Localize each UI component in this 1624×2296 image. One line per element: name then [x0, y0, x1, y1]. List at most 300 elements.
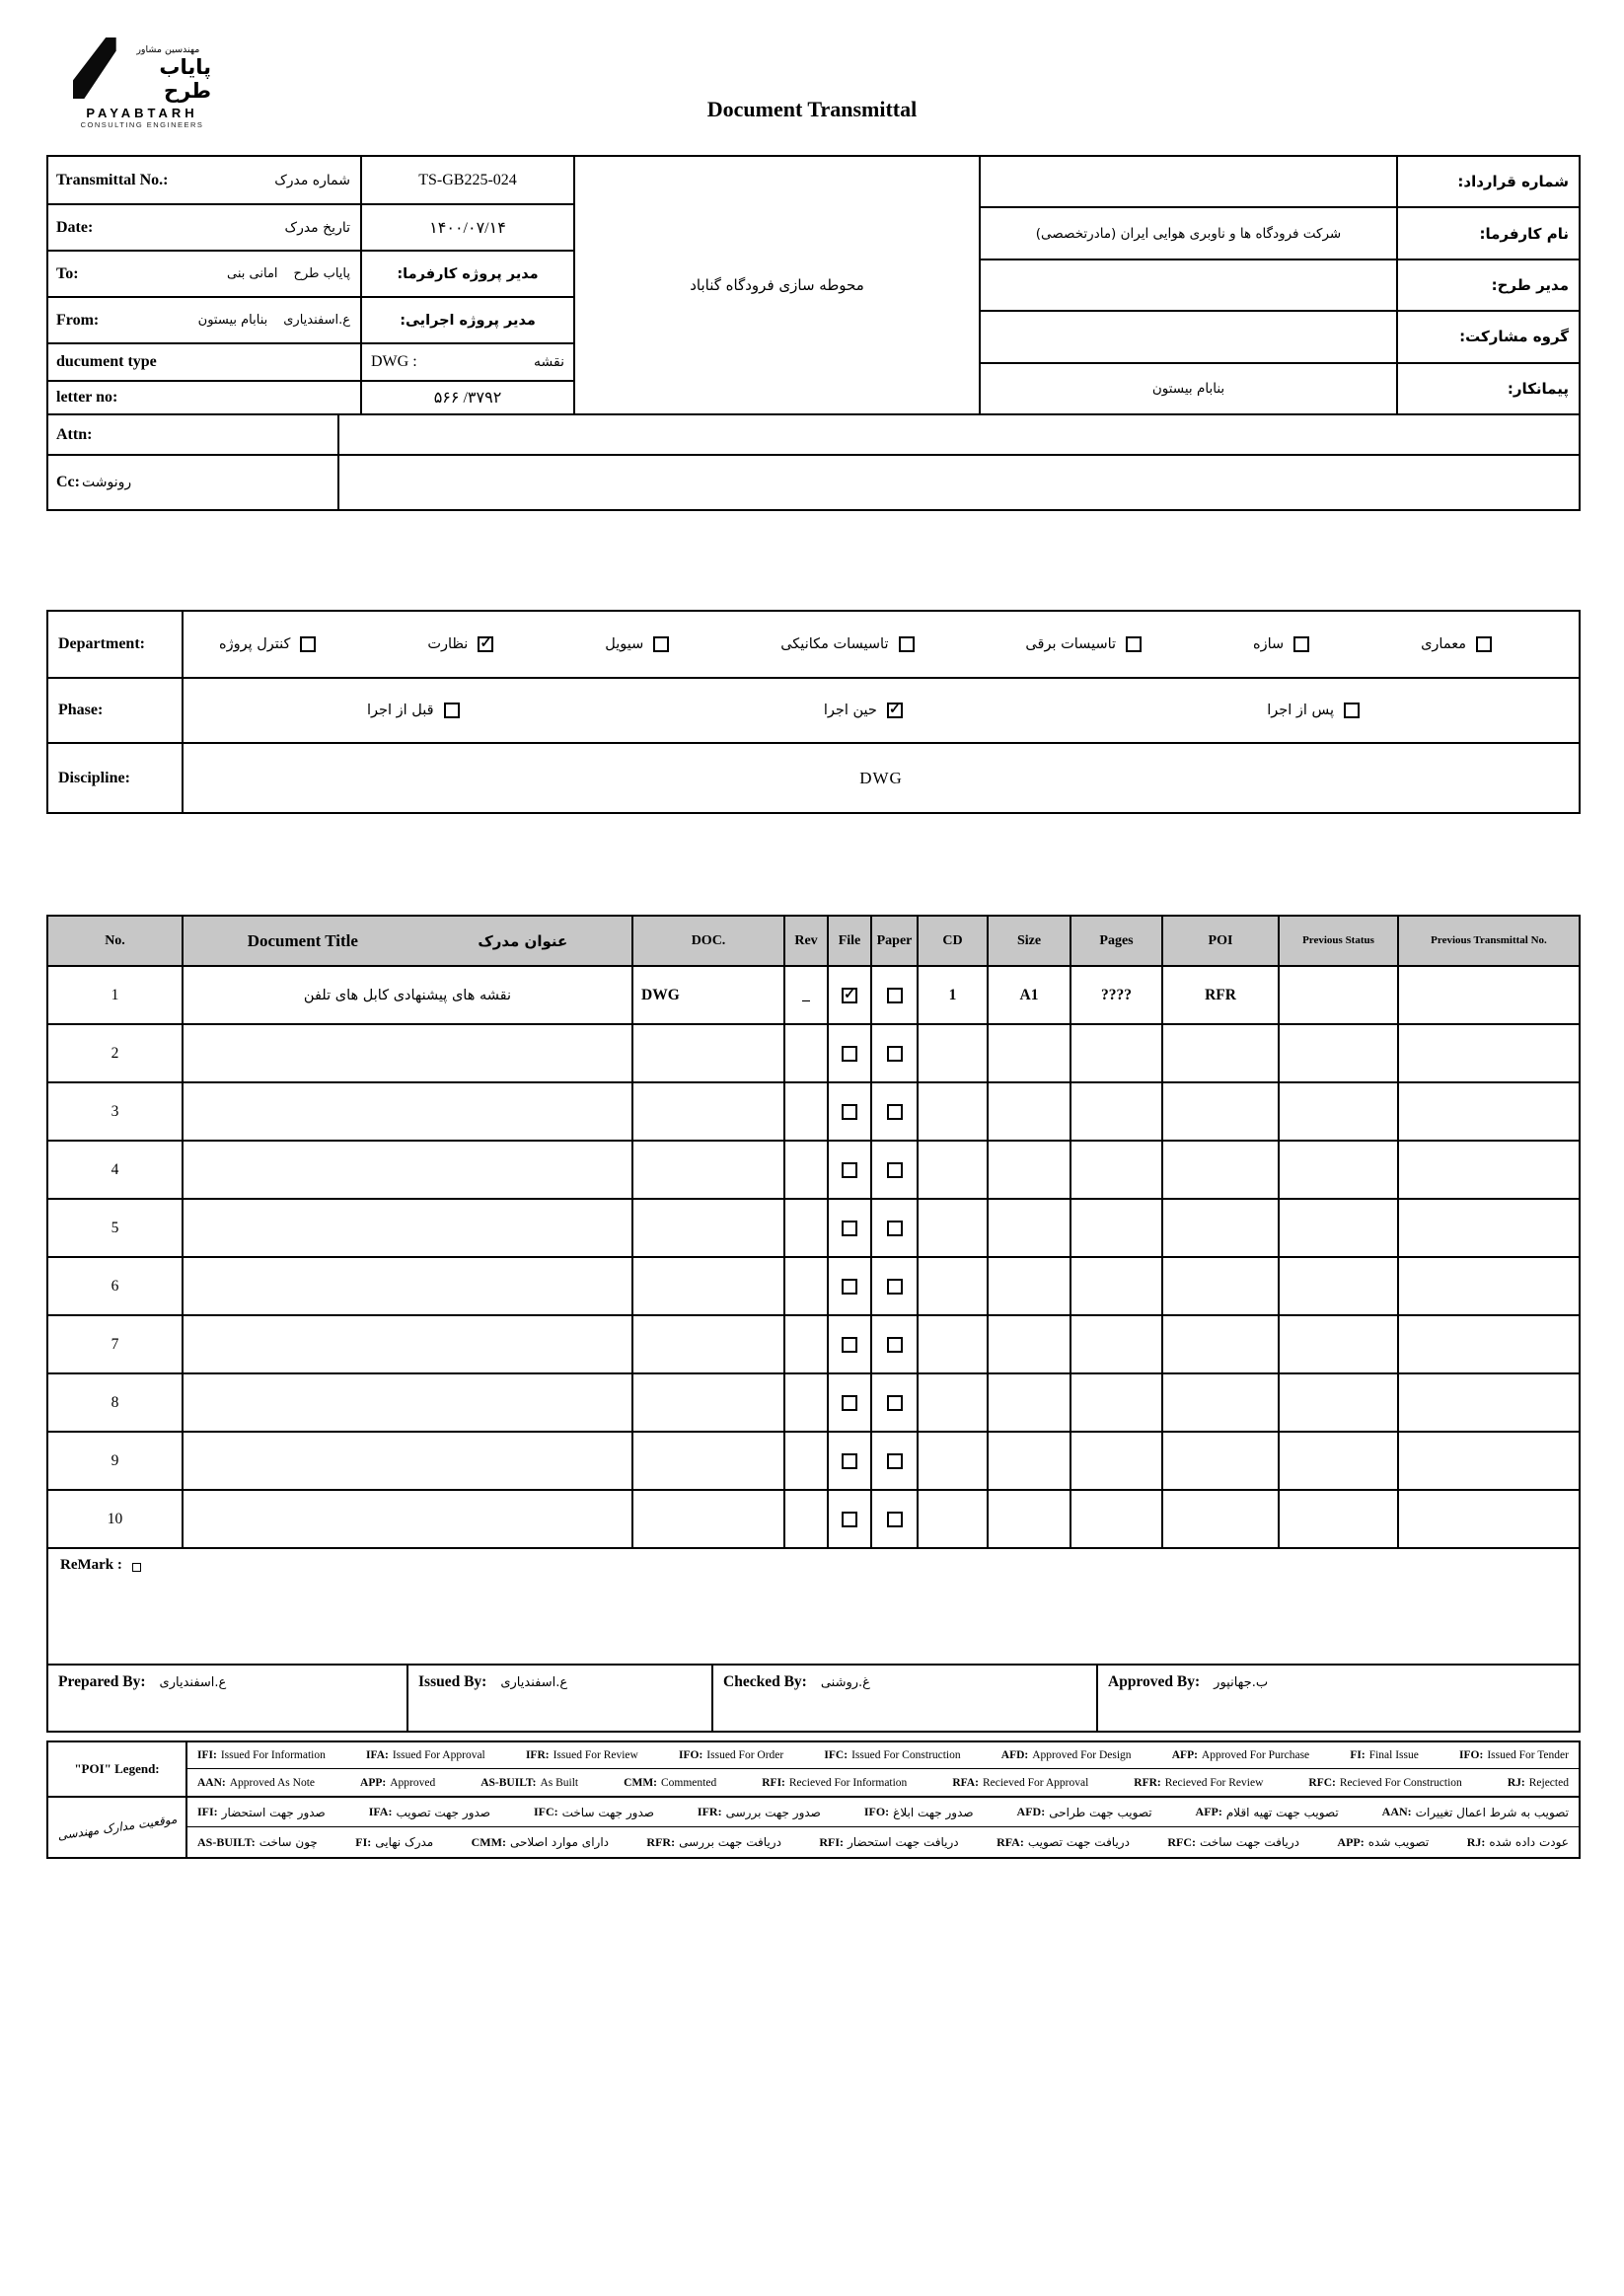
- letter-no-row: [48, 382, 573, 413]
- document-table: [46, 915, 1581, 1733]
- logo-tagline: مهندسین مشاور: [136, 44, 200, 55]
- issued-by-name: ع.اسفندیاری: [500, 1675, 568, 1690]
- doc-row-doc: [633, 1374, 785, 1431]
- info-upper: [48, 157, 1579, 415]
- file-checkbox[interactable]: [842, 1221, 857, 1236]
- paper-checkbox[interactable]: [887, 1337, 903, 1353]
- legend-item: [197, 1835, 318, 1850]
- department-row: [48, 612, 1579, 679]
- doc-row-title: [184, 1200, 633, 1256]
- attn-label-cell: [48, 415, 339, 454]
- header-cd: CD: [919, 917, 989, 965]
- department-checkbox[interactable]: [1476, 636, 1492, 652]
- prepared-by-cell: [48, 1666, 408, 1731]
- doc-row-size: [989, 1025, 1071, 1081]
- doc-type-value-en: DWG :: [371, 353, 417, 370]
- legend-item: [1172, 1749, 1309, 1761]
- approved-by-label: Approved By:: [1108, 1673, 1201, 1690]
- doc-row-no-text: 6: [111, 1277, 119, 1295]
- legend-item-desc: صدور جهت استحضار: [221, 1805, 326, 1819]
- legend-item: [197, 1777, 315, 1789]
- doc-table-row: [48, 1433, 1579, 1491]
- header-title-fa: عنوان مدرک: [478, 931, 568, 950]
- legend-item: [197, 1805, 326, 1819]
- doc-row-no-text: 4: [111, 1160, 119, 1178]
- poi-legend-fa-label-cell: [48, 1798, 187, 1857]
- legend-item: [1308, 1777, 1461, 1789]
- legend-item-desc: Approved As Note: [229, 1776, 315, 1789]
- legend-item-code: CMM:: [624, 1776, 657, 1789]
- doc-row-doc: [633, 1316, 785, 1372]
- legend-item: [1167, 1835, 1299, 1850]
- doc-table-row: [48, 1258, 1579, 1316]
- doc-row-prev-transmittal: [1399, 1433, 1579, 1489]
- contract-row-label: شماره قرارداد:: [1457, 173, 1569, 191]
- legend-item-desc: As Built: [540, 1776, 579, 1789]
- header-title-en: Document Title: [247, 930, 358, 950]
- doc-row-title-text: نقشه های پیشنهادی کابل های تلفن: [303, 987, 512, 1003]
- doc-row-paper-cell: [872, 1374, 919, 1431]
- phase-checkbox[interactable]: [1344, 703, 1360, 718]
- legend-item-desc: صدور جهت بررسی: [725, 1805, 821, 1819]
- doc-table-body: [48, 967, 1579, 1549]
- doc-row-prev-transmittal: [1399, 1142, 1579, 1198]
- legend-item: [526, 1749, 638, 1761]
- legend-item-desc: دریافت جهت ساخت: [1200, 1835, 1299, 1849]
- logo-brand-subtitle: CONSULTING ENGINEERS: [80, 120, 204, 129]
- department-option-label: معماری: [1421, 636, 1466, 652]
- legend-item-code: AAN:: [1381, 1805, 1412, 1818]
- phase-option-label: حین اجرا: [823, 703, 877, 718]
- doc-row-prev-transmittal: [1399, 1200, 1579, 1256]
- legend-item: [1459, 1749, 1569, 1761]
- date-label-en: Date:: [56, 218, 94, 236]
- department-checkbox[interactable]: [653, 636, 669, 652]
- legend-item-desc: دارای موارد اصلاحی: [509, 1835, 609, 1849]
- legend-item-code: AS-BUILT:: [197, 1834, 256, 1849]
- department-checkbox[interactable]: [1126, 636, 1142, 652]
- legend-item-code: AFP:: [1171, 1749, 1198, 1761]
- paper-checkbox[interactable]: [887, 1512, 903, 1527]
- legend-item-desc: Recieved For Review: [1164, 1776, 1264, 1789]
- legend-item: [824, 1749, 960, 1761]
- contract-row: [981, 157, 1579, 208]
- doc-row-pages: [1071, 1025, 1163, 1081]
- doc-row-pages: [1071, 1316, 1163, 1372]
- doc-row-rev: [785, 1433, 829, 1489]
- legend-item-code: RFI:: [762, 1776, 785, 1789]
- checked-by-cell: [713, 1666, 1098, 1731]
- doc-row-prev-status: [1280, 1025, 1399, 1081]
- doc-row-title: [184, 1491, 633, 1547]
- file-checkbox[interactable]: [842, 1162, 857, 1178]
- legend-item-code: IFO:: [679, 1749, 703, 1761]
- doc-row-doc: [633, 967, 785, 1023]
- doc-row-no-text: 9: [111, 1451, 119, 1469]
- legend-item: [1134, 1777, 1263, 1789]
- doc-table-row: [48, 1374, 1579, 1433]
- doc-row-prev-transmittal: [1399, 1491, 1579, 1547]
- doc-table-header: [48, 917, 1579, 967]
- cc-label-fa: رونوشت: [81, 475, 132, 490]
- legend-item-code: IFR:: [525, 1749, 550, 1761]
- legend-item-desc: صدور جهت ابلاغ: [893, 1805, 974, 1819]
- approved-by-cell: [1098, 1666, 1579, 1731]
- doc-row-poi: [1163, 1083, 1280, 1140]
- header-file: File: [829, 917, 872, 965]
- legend-item-code: RFR:: [646, 1834, 676, 1849]
- doc-row-poi: [1163, 1258, 1280, 1314]
- doc-row-size: [989, 1374, 1071, 1431]
- poi-legend-fa-line2: [187, 1827, 1579, 1857]
- legend-item-desc: دریافت جهت تصویب: [1027, 1835, 1130, 1849]
- doc-row-file-cell: [829, 1316, 872, 1372]
- doc-row-size-text: A1: [1019, 986, 1039, 1003]
- from-company: بنابام بیستون: [197, 313, 268, 328]
- doc-row-rev: [785, 1083, 829, 1140]
- doc-row-prev-transmittal: [1399, 1258, 1579, 1314]
- department-option: [427, 636, 493, 652]
- from-role-cell: [362, 298, 573, 342]
- phase-option-label: پس از اجرا: [1267, 703, 1334, 718]
- doc-row-no: [48, 1025, 184, 1081]
- doc-table-row: [48, 967, 1579, 1025]
- discipline-label: Discipline:: [58, 769, 130, 786]
- header-poi: POI: [1163, 917, 1280, 965]
- doc-row-prev-transmittal: [1399, 1374, 1579, 1431]
- department-option: [780, 636, 914, 652]
- legend-item-code: IFI:: [197, 1805, 218, 1818]
- legend-item-desc: Issued For Review: [553, 1749, 638, 1761]
- legend-item-desc: صدور جهت تصویب: [396, 1805, 490, 1819]
- header-doc: DOC.: [633, 917, 785, 965]
- legend-item-code: FI:: [355, 1834, 372, 1849]
- doc-row-rev-text: _: [802, 986, 810, 1003]
- doc-row-title: [184, 1316, 633, 1372]
- remark-label: ReMark :: [60, 1557, 122, 1573]
- contract-row-label-cell: [1398, 260, 1579, 310]
- department-checkbox[interactable]: [899, 636, 915, 652]
- poi-legend-fa-line1: [187, 1798, 1579, 1827]
- doc-row-paper-cell: [872, 1316, 919, 1372]
- phase-option: [824, 703, 903, 718]
- from-label: From:: [56, 311, 100, 329]
- legend-item-desc: مدرک نهایی: [375, 1835, 434, 1849]
- to-label: To:: [56, 264, 79, 282]
- date-label-fa: تاریخ مدرک: [284, 219, 350, 236]
- classification-table: [46, 610, 1581, 814]
- poi-legend-en: [48, 1742, 1579, 1798]
- from-role-label: مدیر پروژه اجرایی:: [400, 312, 536, 329]
- legend-item: [1350, 1749, 1419, 1761]
- doc-row-no-text: 1: [111, 986, 119, 1003]
- doc-row-rev: [785, 1200, 829, 1256]
- paper-checkbox[interactable]: [887, 988, 903, 1003]
- legend-item-desc: تصویب به شرط اعمال تغییرات: [1415, 1805, 1569, 1819]
- doc-row-file-cell: [829, 1491, 872, 1547]
- checked-by-label: Checked By:: [723, 1673, 807, 1690]
- legend-item-code: IFI:: [197, 1749, 217, 1761]
- doc-row-size: [989, 1316, 1071, 1372]
- poi-legend-label-cell: [48, 1742, 187, 1796]
- logo-brand-en: PAYABTARH: [86, 106, 198, 120]
- department-option-label: نظارت: [427, 636, 469, 652]
- doc-row-doc-text: DWG: [641, 986, 680, 1003]
- legend-item-code: AFD:: [1000, 1749, 1029, 1761]
- to-row: [48, 252, 573, 298]
- contract-row-value: [981, 260, 1398, 310]
- legend-item: [366, 1749, 485, 1761]
- phase-label: Phase:: [58, 702, 104, 718]
- paper-checkbox[interactable]: [887, 1395, 903, 1411]
- doc-type-label-cell: [48, 344, 362, 380]
- doc-row-doc: [633, 1491, 785, 1547]
- legend-item-desc: Approved For Design: [1032, 1749, 1132, 1761]
- legend-item-desc: تصویب جهت تهیه اقلام: [1225, 1805, 1339, 1819]
- doc-row-paper-cell: [872, 1491, 919, 1547]
- poi-legend-fa-lines: [187, 1798, 1579, 1857]
- doc-row-paper-cell: [872, 967, 919, 1023]
- doc-row-size: [989, 1200, 1071, 1256]
- signature-row: [48, 1666, 1579, 1731]
- paper-checkbox[interactable]: [887, 1162, 903, 1178]
- doc-row-paper-cell: [872, 1258, 919, 1314]
- legend-item: [355, 1835, 433, 1850]
- doc-row-poi: [1163, 967, 1280, 1023]
- doc-row-poi: [1163, 1025, 1280, 1081]
- legend-item-code: IFO:: [1459, 1749, 1484, 1761]
- poi-legend-fa: [48, 1798, 1579, 1857]
- department-option: [1253, 636, 1309, 652]
- file-checkbox[interactable]: ✓: [842, 988, 857, 1003]
- department-checkbox[interactable]: [1293, 636, 1309, 652]
- contract-row-value-text: بنابام بیستون: [1151, 380, 1225, 397]
- doc-row-prev-status: [1280, 1433, 1399, 1489]
- header-pages: Pages: [1071, 917, 1163, 965]
- doc-table-row: [48, 1316, 1579, 1374]
- cc-label-cell: [48, 456, 339, 509]
- legend-item: [864, 1805, 974, 1819]
- contract-row-label: نام کارفرما:: [1479, 224, 1569, 243]
- legend-item-code: IFA:: [368, 1805, 393, 1818]
- doc-row-poi: [1163, 1316, 1280, 1372]
- legend-item-desc: Issued For Approval: [392, 1749, 485, 1761]
- poi-legend-fa-label: موقعیت مدارک مهندسی: [56, 1812, 178, 1843]
- legend-item: [1508, 1777, 1569, 1789]
- legend-item-desc: Issued For Order: [706, 1749, 784, 1761]
- doc-row-cd: [919, 1316, 989, 1372]
- legend-item-desc: Issued For Construction: [851, 1749, 961, 1761]
- doc-row-cd: [919, 1200, 989, 1256]
- poi-legend-label: "POI" Legend:: [74, 1761, 160, 1776]
- department-option-label: تاسیسات برقی: [1025, 636, 1117, 652]
- file-checkbox[interactable]: [842, 1453, 857, 1469]
- doc-row-no-text: 10: [107, 1510, 123, 1527]
- phase-checkbox[interactable]: [444, 703, 460, 718]
- legend-item: [1467, 1835, 1569, 1850]
- doc-row-no-text: 5: [111, 1219, 119, 1236]
- discipline-value: DWG: [859, 768, 903, 787]
- phase-checkbox[interactable]: ✓: [887, 703, 903, 718]
- doc-row-file-cell: [829, 967, 872, 1023]
- logo-top: [73, 37, 211, 103]
- letter-no-label-cell: [48, 382, 362, 413]
- to-role-cell: [362, 252, 573, 296]
- legend-item: [360, 1777, 435, 1789]
- attn-row: [48, 415, 1579, 456]
- contract-row-label-cell: [1398, 208, 1579, 258]
- transmittal-no-value-cell: [362, 157, 573, 203]
- doc-row-cd: [919, 1433, 989, 1489]
- paper-checkbox[interactable]: [887, 1279, 903, 1295]
- date-value-cell: [362, 205, 573, 250]
- doc-row-file-cell: [829, 1433, 872, 1489]
- doc-row-prev-status: [1280, 1374, 1399, 1431]
- header-prev-transmittal: Previous Transmittal No.: [1431, 933, 1547, 946]
- info-left-block: [48, 157, 575, 413]
- legend-item-code: RFC:: [1167, 1834, 1197, 1849]
- legend-item-desc: دریافت جهت بررسی: [679, 1835, 781, 1849]
- doc-row-no: [48, 1083, 184, 1140]
- doc-row-file-cell: [829, 1374, 872, 1431]
- legend-item-desc: Issued For Tender: [1487, 1749, 1569, 1761]
- contract-row-value: [981, 208, 1398, 258]
- contract-row-value: [981, 364, 1398, 413]
- paper-checkbox[interactable]: [887, 1046, 903, 1062]
- legend-item-desc: Issued For Information: [220, 1749, 326, 1761]
- doc-row-pages: [1071, 1491, 1163, 1547]
- paper-checkbox[interactable]: [887, 1453, 903, 1469]
- discipline-row: [48, 744, 1579, 812]
- doc-row-pages: [1071, 1433, 1163, 1489]
- doc-row-prev-status: [1280, 1316, 1399, 1372]
- contract-row: [981, 364, 1579, 413]
- doc-type-value-cell: [362, 344, 573, 380]
- department-options: [184, 612, 1579, 677]
- legend-item-code: IFC:: [824, 1749, 849, 1761]
- doc-row-file-cell: [829, 1083, 872, 1140]
- attn-value[interactable]: [339, 415, 1579, 454]
- phase-options: [184, 679, 1579, 742]
- doc-row-size: [989, 1083, 1071, 1140]
- department-label: Department:: [58, 635, 145, 652]
- file-checkbox[interactable]: [842, 1104, 857, 1120]
- doc-row-pages: [1071, 1200, 1163, 1256]
- legend-item: [369, 1805, 490, 1819]
- doc-row-rev: [785, 967, 829, 1023]
- legend-item: [1382, 1805, 1569, 1819]
- paper-checkbox[interactable]: [887, 1104, 903, 1120]
- paper-checkbox[interactable]: [887, 1221, 903, 1236]
- legend-item-desc: تصویب شده: [1367, 1835, 1430, 1849]
- doc-row-rev: [785, 1025, 829, 1081]
- doc-row-pages: [1071, 1258, 1163, 1314]
- to-role-label: مدیر پروژه کارفرما:: [397, 265, 539, 282]
- file-checkbox[interactable]: [842, 1279, 857, 1295]
- project-name-cell: [575, 157, 981, 413]
- doc-row-doc: [633, 1025, 785, 1081]
- department-checkbox[interactable]: [300, 636, 316, 652]
- legend-item-code: IFA:: [366, 1749, 389, 1761]
- legend-item-code: RFC:: [1308, 1776, 1336, 1789]
- legend-item: [762, 1777, 907, 1789]
- doc-row-prev-status: [1280, 1491, 1399, 1547]
- discipline-label-cell: [48, 744, 184, 812]
- legend-item-desc: تصویب جهت طراحی: [1049, 1805, 1152, 1819]
- legend-item-desc: Recieved For Construction: [1339, 1776, 1462, 1789]
- department-option: [1421, 636, 1492, 652]
- doc-row-cd: [919, 1142, 989, 1198]
- contract-row-label: گروه مشارکت:: [1459, 328, 1569, 346]
- doc-row-prev-status: [1280, 1083, 1399, 1140]
- file-checkbox[interactable]: [842, 1337, 857, 1353]
- legend-item-code: RFA:: [952, 1776, 979, 1789]
- legend-item-code: FI:: [1350, 1749, 1366, 1761]
- contract-info: [981, 157, 1579, 413]
- doc-row-doc: [633, 1200, 785, 1256]
- date-labels: [48, 205, 362, 250]
- department-checkbox[interactable]: ✓: [478, 636, 493, 652]
- cc-row: [48, 456, 1579, 509]
- doc-row-paper-cell: [872, 1025, 919, 1081]
- department-label-cell: [48, 612, 184, 677]
- legend-item: [679, 1749, 783, 1761]
- doc-table-row: [48, 1200, 1579, 1258]
- phase-option-label: قبل از اجرا: [367, 703, 434, 718]
- issued-by-cell: [408, 1666, 713, 1731]
- date-row: [48, 205, 573, 252]
- legend-item: [997, 1835, 1130, 1850]
- legend-item-code: RJ:: [1507, 1776, 1525, 1789]
- doc-row-cd: [919, 1374, 989, 1431]
- doc-row-paper-cell: [872, 1142, 919, 1198]
- file-checkbox[interactable]: [842, 1395, 857, 1411]
- doc-row-rev: [785, 1142, 829, 1198]
- contract-row: [981, 208, 1579, 259]
- doc-row-cd: [919, 1025, 989, 1081]
- doc-row-prev-transmittal: [1399, 967, 1579, 1023]
- doc-row-pages: [1071, 1374, 1163, 1431]
- phase-option: [367, 703, 460, 718]
- doc-row-title: [184, 1433, 633, 1489]
- doc-type-value-fa: نقشه: [534, 354, 564, 370]
- legend-item-desc: چون ساخت: [258, 1835, 318, 1849]
- doc-row-size: [989, 1142, 1071, 1198]
- contract-row-label-cell: [1398, 312, 1579, 361]
- legend-item-code: APP:: [1337, 1834, 1365, 1849]
- doc-row-no: [48, 1491, 184, 1547]
- doc-row-no-text: 2: [111, 1044, 119, 1062]
- doc-row-prev-status: [1280, 967, 1399, 1023]
- discipline-value-cell: [184, 744, 1579, 812]
- prepared-by-name: ع.اسفندیاری: [159, 1675, 227, 1690]
- doc-row-title: [184, 1374, 633, 1431]
- info-table: [46, 155, 1581, 511]
- doc-row-prev-transmittal: [1399, 1316, 1579, 1372]
- page-title: Document Transmittal: [706, 97, 918, 121]
- legend-item-code: RFA:: [997, 1834, 1024, 1849]
- file-checkbox[interactable]: [842, 1512, 857, 1527]
- contract-row-value-text: شرکت فرودگاه ها و ناوبری هوایی ایران (مادرتخصصی): [1035, 225, 1342, 242]
- legend-item-code: IFC:: [533, 1805, 558, 1818]
- file-checkbox[interactable]: [842, 1046, 857, 1062]
- checked-by-name: غ.روشنی: [820, 1675, 870, 1690]
- doc-row-poi: [1163, 1200, 1280, 1256]
- legend-item-desc: دریافت جهت استحضار: [848, 1835, 959, 1849]
- doc-row-poi: [1163, 1491, 1280, 1547]
- department-option: [605, 636, 669, 652]
- cc-value[interactable]: [339, 456, 1579, 509]
